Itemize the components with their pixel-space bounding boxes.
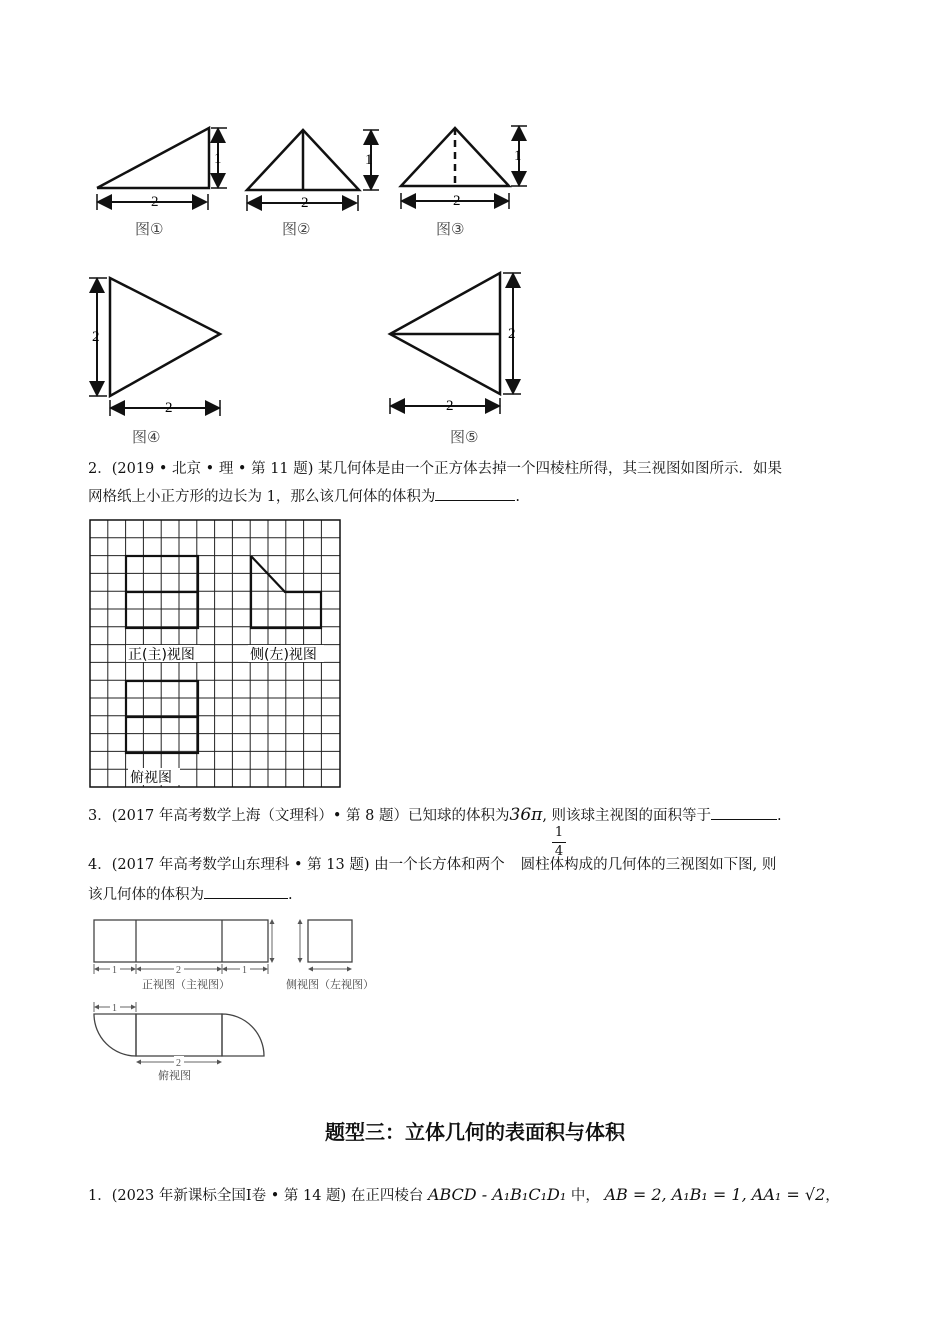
question-3: 3．(2017 年高考数学上海（文理科）• 第 8 题）已知球的体积为36π, 则该球主视图的面积等于 . [88, 805, 782, 825]
frustum-conditions: AB = 2, A₁B₁ = 1, AA₁ = √2 [604, 1185, 826, 1204]
q4-top-view [94, 1014, 264, 1056]
question-4-line-2: 该几何体的体积为 . [88, 882, 293, 908]
sphere-volume: 36π [509, 805, 543, 825]
question-2-line-1: 2．(2019 • 北京 • 理 • 第 11 题) 某几何体是由一个正方体去掉一个四棱柱所得，其三视图如图所示．如果 [88, 461, 783, 477]
fig4-width-label: 2 [165, 400, 173, 416]
svg-text:1: 1 [112, 965, 117, 976]
figure-5-triangle [390, 273, 500, 394]
figures-row-2 [85, 268, 535, 428]
fig2-width-label: 2 [301, 195, 309, 211]
fig5-caption: 图⑤ [450, 428, 479, 446]
q4-side-view-label: 侧视图（左视图） [286, 978, 374, 991]
fig4-height-label: 2 [92, 329, 100, 345]
front-view-shape [126, 556, 198, 628]
figure-4-triangle [110, 278, 220, 396]
fig1-caption: 图① [135, 220, 164, 238]
front-view-label: 正(主)视图 [128, 647, 195, 663]
fraction-one-quarter: 1 4 [552, 826, 566, 859]
top-view-shape [126, 681, 198, 753]
answer-blank-q2[interactable] [435, 484, 515, 501]
figure-3-isosceles-triangle-dashed [401, 128, 509, 186]
svg-text:1: 1 [112, 1003, 117, 1014]
question-2-line-2: 网格纸上小正方形的边长为 1，那么该几何体的体积为 . [88, 484, 520, 510]
answer-blank-q4[interactable] [204, 882, 288, 899]
fig1-width-label: 2 [151, 194, 159, 210]
q4-front-view-label: 正视图（主视图） [142, 978, 230, 991]
q4-side-view [308, 920, 352, 962]
grid-three-view-figure [88, 518, 344, 790]
fig5-height-label: 2 [508, 326, 516, 342]
top-view-label: 俯视图 [130, 770, 172, 786]
question-4-line-1: 4．(2017 年高考数学山东理科 • 第 13 题) 由一个长方体和两个 圆柱体构成的几何体的三视图如下图, 则 [88, 857, 777, 873]
answer-blank-q3[interactable] [711, 803, 777, 820]
side-view-label: 侧(左)视图 [250, 647, 317, 663]
figure-1-right-triangle [97, 128, 209, 188]
q4-three-view-figure [86, 912, 386, 1088]
fig3-caption: 图③ [436, 220, 465, 238]
fig1-height-label: 1 [214, 151, 222, 167]
fig3-width-label: 2 [453, 193, 461, 209]
fig2-height-label: 1 [365, 152, 373, 168]
fig2-caption: 图② [282, 220, 311, 238]
frustum-name: ABCD - A₁B₁C₁D₁ [427, 1185, 567, 1204]
q4-front-view [94, 920, 268, 962]
question-5-line-1: 1．(2023 年新课标全国Ⅰ卷 • 第 14 题) 在正四棱台 ABCD - A₁B₁C₁D₁ 中， AB = 2, A₁B₁ = 1, AA₁ = √2， [88, 1185, 840, 1204]
svg-text:1: 1 [242, 965, 247, 976]
figure-2-isosceles-triangle [247, 130, 359, 190]
q4-top-view-label: 俯视图 [158, 1069, 191, 1082]
section-title: 题型三：立体几何的表面积与体积 [325, 1120, 625, 1144]
svg-text:2: 2 [176, 965, 181, 976]
fig3-height-label: 1 [514, 148, 522, 164]
fig4-caption: 图④ [132, 428, 161, 446]
svg-text:2: 2 [176, 1058, 181, 1069]
fig5-width-label: 2 [446, 398, 454, 414]
